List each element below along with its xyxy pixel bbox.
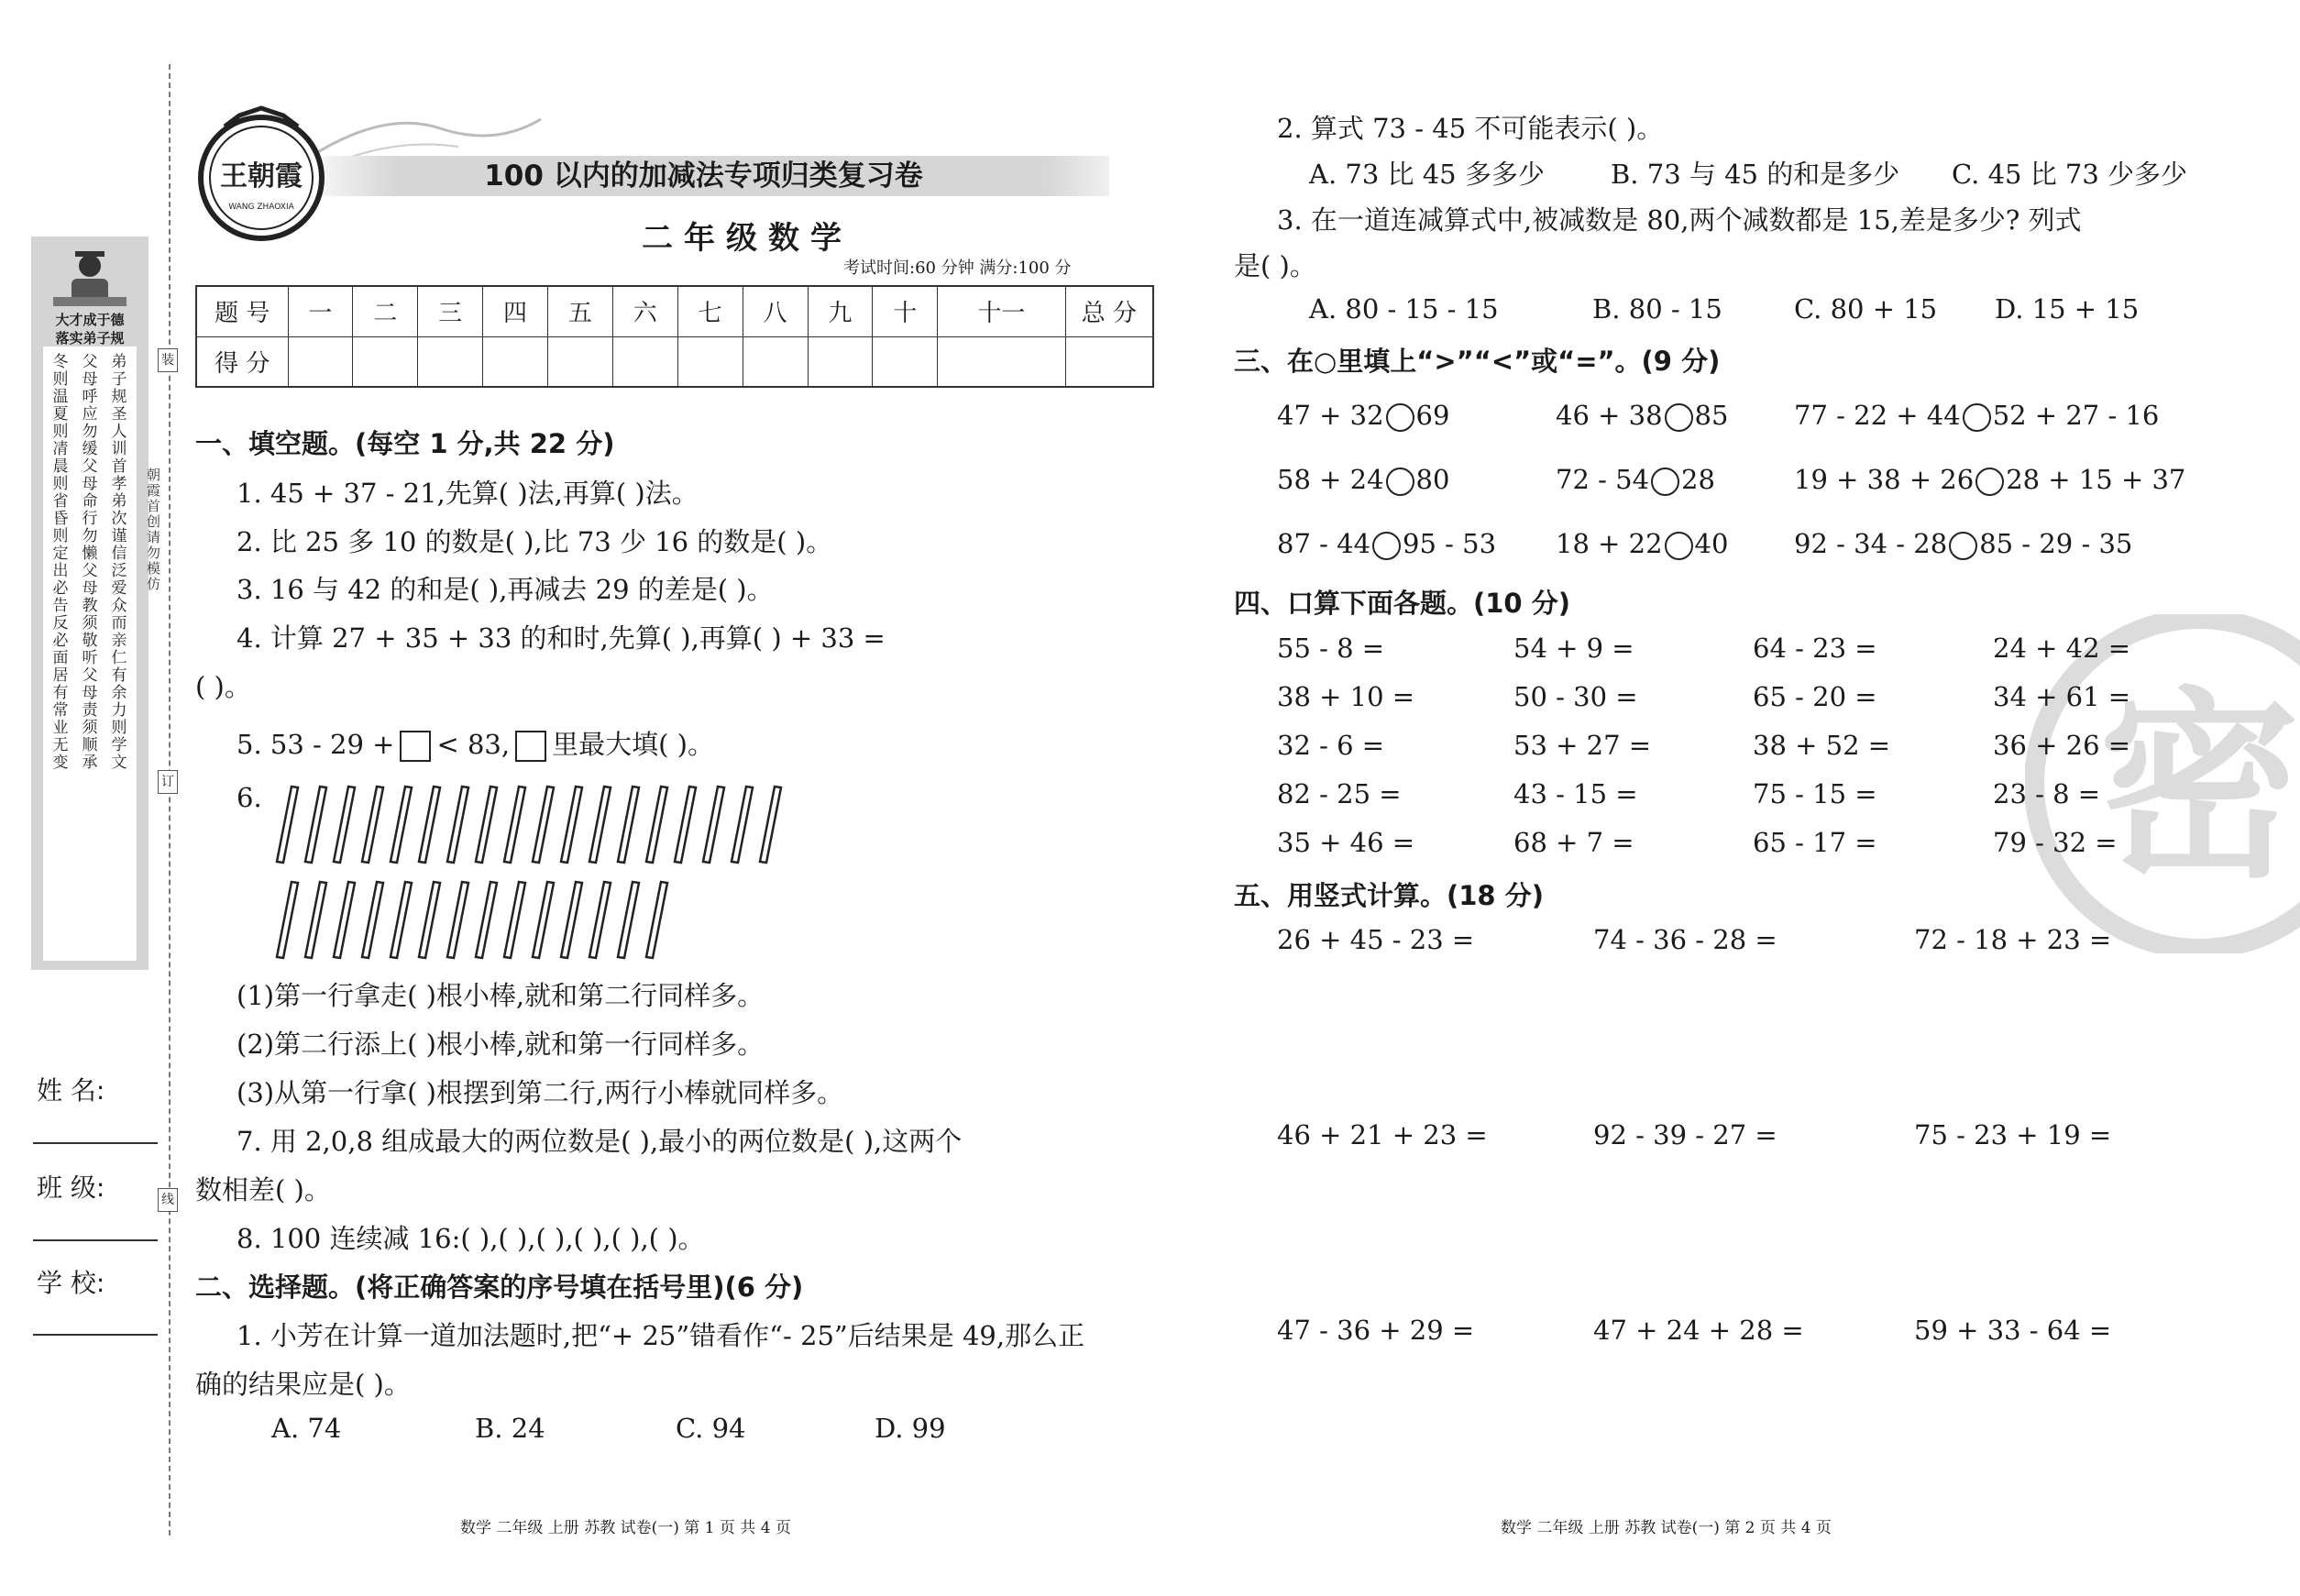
compare-circle[interactable] [1386,468,1414,496]
table-cell: 题 号 [196,286,288,336]
exam-info: 考试时间:60 分钟 满分:100 分 [843,259,1072,278]
section-2-title: 二、选择题。(将正确答案的序号填在括号里)(6 分) [195,1271,804,1303]
table-cell: 四 [483,286,548,336]
table-cell: 得 分 [196,336,288,387]
copyright-vertical: 朝霞首创 请勿模仿 [147,467,161,592]
oral-calc-item: 64 - 23 = [1753,633,1877,664]
question-1-5-suffix: 里最大填( )。 [552,729,714,760]
oral-calc-item: 55 - 8 = [1277,633,1385,664]
compare-right: 28 + 15 + 37 [2006,464,2186,495]
oral-calc-item: 50 - 30 = [1513,681,1638,712]
question-1-4-line2: ( )。 [195,671,251,702]
counting-stick [305,787,326,863]
logo-text: 王朝霞 [220,160,303,193]
question-1-6-1: (1)第一行拿走( )根小棒,就和第二行同样多。 [237,980,765,1011]
compare-left: 46 + 38 [1556,400,1663,431]
question-1-1: 1. 45 + 37 - 21,先算( )法,再算( )法。 [237,478,699,509]
question-1-6-2: (2)第二行添上( )根小棒,就和第一行同样多。 [237,1029,765,1060]
oral-calc-item: 54 + 9 = [1513,633,1634,664]
oral-calc-item: 38 + 52 = [1753,730,1891,761]
counting-stick [561,882,582,958]
counting-stick [646,787,667,863]
oral-calc-item: 35 + 46 = [1277,827,1415,858]
counting-stick [362,882,383,958]
option-2-2-c: C. 45 比 73 少多少 [1952,159,2188,190]
watermark-glyph: 密 [2097,670,2300,905]
motto-column-3: 弟子规 圣人训 首孝弟 次谨信 泛爱众 而亲仁 有余力 则学文 [111,353,127,772]
table-cell: 总 分 [1065,286,1153,336]
scholar-icon [31,244,149,317]
counting-stick [476,787,497,863]
counting-stick [589,787,611,863]
vertical-calc-item: 59 + 33 - 64 = [1914,1315,2112,1346]
motto-line-2: 落实弟子规 [55,330,125,347]
counting-stick [533,787,554,863]
name-field[interactable] [33,1142,158,1144]
compare-right: 28 [1681,464,1715,495]
score-cell[interactable] [612,336,677,387]
vertical-calc-item: 75 - 23 + 19 = [1914,1119,2112,1150]
question-1-7-line1: 7. 用 2,0,8 组成最大的两位数是( ),最小的两位数是( ),这两个 [237,1126,963,1157]
score-table [195,285,1154,388]
compare-left: 77 - 22 + 44 [1794,400,1961,431]
oral-calc-item: 32 - 6 = [1277,730,1385,761]
question-2-1-line2: 确的结果应是( )。 [195,1369,411,1400]
motto-text-box [43,347,137,961]
question-2-2: 2. 算式 73 - 45 不可能表示( )。 [1277,113,1664,144]
section-4-title: 四、口算下面各题。(10 分) [1234,588,1570,619]
score-cell[interactable] [418,336,483,387]
vertical-calc-item: 46 + 21 + 23 = [1277,1119,1488,1150]
table-cell: 七 [677,286,743,336]
compare-right: 85 - 29 - 35 [1979,528,2133,559]
question-2-3-line2: 是( )。 [1234,250,1316,281]
counting-stick [533,882,554,958]
compare-left: 58 + 24 [1277,464,1384,495]
question-2-1-line1: 1. 小芳在计算一道加法题时,把“+ 25”错看作“- 25”后结果是 49,那么正 [237,1320,1085,1351]
question-1-4-line1: 4. 计算 27 + 35 + 33 的和时,先算( ),再算( ) + 33 = [237,622,886,654]
table-cell: 十 [873,286,938,336]
option-2-1-b: B. 24 [475,1413,545,1444]
counting-stick [618,787,639,863]
question-1-2: 2. 比 25 多 10 的数是( ),比 73 少 16 的数是( )。 [237,526,833,557]
score-cell[interactable] [548,336,613,387]
counting-stick [589,882,611,958]
score-cell[interactable] [353,336,418,387]
counting-stick [675,787,696,863]
oral-calc-item: 43 - 15 = [1513,778,1638,809]
compare-right: 85 [1694,400,1729,431]
compare-right: 95 - 53 [1403,528,1497,559]
score-cell[interactable] [938,336,1065,387]
compare-item [1794,464,2185,496]
school-field[interactable] [33,1334,158,1336]
question-1-5-mid: < 83, [436,729,511,760]
compare-circle[interactable] [1651,468,1679,496]
compare-circle[interactable] [1665,403,1693,432]
table-cell: 十一 [938,286,1065,336]
vertical-calc-item: 72 - 18 + 23 = [1914,924,2112,955]
vertical-calc-item: 47 + 24 + 28 = [1593,1315,1804,1346]
vertical-calc-item: 74 - 36 - 28 = [1593,924,1777,955]
compare-item [1556,528,1728,560]
page-footer-1: 数学 二年级 上册 苏教 试卷(一) 第 1 页 共 4 页 [460,1519,791,1537]
compare-left: 47 + 32 [1277,400,1384,431]
question-2-3-line1: 3. 在一道连减算式中,被减数是 80,两个减数都是 15,差是多少? 列式 [1277,204,2082,236]
table-cell: 九 [808,286,873,336]
subject-title: 二年级数学 [642,220,853,257]
counting-stick [447,882,468,958]
question-1-3: 3. 16 与 42 的和是( ),再减去 29 的差是( )。 [237,574,774,605]
compare-left: 19 + 38 + 26 [1794,464,1975,495]
question-1-5-prefix: 5. 53 - 29 + [237,729,395,760]
question-1-6-3: (3)从第一行拿( )根摆到第二行,两行小棒就同样多。 [237,1077,844,1108]
motto-column-1: 冬则温 夏则凊 晨则省 昏则定 出必告 反必面 居有常 业无变 [52,353,69,772]
page-footer-2: 数学 二年级 上册 苏教 试卷(一) 第 2 页 共 4 页 [1501,1519,1832,1537]
compare-right: 52 + 27 - 16 [1992,400,2160,431]
table-cell: 三 [418,286,483,336]
counting-stick [504,787,525,863]
oral-calc-item: 79 - 32 = [1993,827,2118,858]
compare-circle[interactable] [1963,403,1991,432]
compare-circle[interactable] [1665,532,1693,560]
class-label: 班 级: [37,1172,105,1203]
question-1-7-line2: 数相差( )。 [195,1174,331,1205]
compare-item [1794,400,2159,432]
vertical-calc-item: 92 - 39 - 27 = [1593,1119,1777,1150]
seam-mark-1: 装 [158,348,178,372]
compare-item [1556,464,1715,496]
counting-stick [561,787,582,863]
counting-stick [277,787,298,863]
section-1-title: 一、填空题。(每空 1 分,共 22 分) [195,428,615,459]
option-2-3-d: D. 15 + 15 [1995,293,2140,325]
counting-stick [277,882,298,958]
motto-panel [31,237,149,970]
oral-calc-item: 34 + 61 = [1993,681,2131,712]
compare-item [1277,528,1496,560]
option-2-3-b: B. 80 - 15 [1592,293,1722,325]
compare-circle[interactable] [1386,403,1414,432]
counting-stick [362,787,383,863]
table-cell: 二 [353,286,418,336]
oral-calc-item: 53 + 27 = [1513,730,1652,761]
counting-stick [419,787,440,863]
option-2-1-a: A. 74 [271,1413,342,1444]
counting-stick [476,882,497,958]
oral-calc-item: 65 - 20 = [1753,681,1877,712]
oral-calc-item: 36 + 26 = [1993,730,2131,761]
counting-stick [334,787,355,863]
table-cell: 八 [743,286,808,336]
seam-mark-2: 订 [158,770,178,794]
oral-calc-item: 23 - 8 = [1993,778,2101,809]
counting-stick [419,882,440,958]
motto-column-2: 父母呼 应勿缓 父母命 行勿懒 父母教 须敬听 父母责 须顺承 [82,353,98,772]
score-cell[interactable] [483,336,548,387]
score-table-header-row [196,286,1153,336]
option-2-3-a: A. 80 - 15 - 15 [1309,293,1499,325]
compare-left: 72 - 54 [1556,464,1650,495]
counting-stick [703,787,724,863]
compare-item [1794,528,2132,560]
score-cell[interactable] [743,336,808,387]
option-2-1-c: C. 94 [676,1413,746,1444]
answer-box[interactable] [400,731,431,762]
vertical-calc-item: 47 - 36 + 29 = [1277,1315,1475,1346]
section-3-title: 三、在○里填上“>”“<”或“=”。(9 分) [1234,346,1721,377]
compare-item [1277,400,1449,432]
option-2-2-b: B. 73 与 45 的和是多少 [1611,159,1900,190]
compare-right: 80 [1415,464,1450,495]
option-2-2-a: A. 73 比 45 多多少 [1309,159,1545,190]
section-5-title: 五、用竖式计算。(18 分) [1234,880,1544,911]
compare-left: 92 - 34 - 28 [1794,528,1948,559]
score-cell[interactable] [873,336,938,387]
oral-calc-item: 82 - 25 = [1277,778,1402,809]
compare-circle[interactable] [1949,532,1977,560]
question-1-5 [237,724,714,762]
answer-box-ref [515,731,546,762]
counting-stick [760,787,781,863]
oral-calc-item: 68 + 7 = [1513,827,1634,858]
logo-subtext: WANG ZHAOXIA [228,203,294,212]
option-2-3-c: C. 80 + 15 [1794,293,1938,325]
table-cell: 一 [288,286,353,336]
score-cell[interactable] [1065,336,1153,387]
counting-stick [618,882,639,958]
vertical-calc-item: 26 + 45 - 23 = [1277,924,1475,955]
counting-stick [732,787,753,863]
compare-item [1556,400,1728,432]
compare-circle[interactable] [1975,468,2004,496]
class-field[interactable] [33,1239,158,1241]
counting-stick [334,882,355,958]
oral-calc-item: 75 - 15 = [1753,778,1877,809]
score-table-score-row [196,336,1153,387]
compare-circle[interactable] [1372,532,1401,560]
seam-mark-3: 线 [158,1188,178,1212]
score-cell[interactable] [288,336,353,387]
option-2-1-d: D. 99 [875,1413,946,1444]
question-1-8: 8. 100 连续减 16:( ),( ),( ),( ),( ),( )。 [237,1223,705,1254]
motto-line-1: 大才成于德 [55,312,125,328]
counting-stick [305,882,326,958]
fold-line [169,64,171,1535]
table-cell: 六 [612,286,677,336]
name-label: 姓 名: [37,1075,105,1106]
question-1-6-label: 6. [237,782,262,813]
brand-logo [188,101,335,248]
counting-stick [504,882,525,958]
compare-item [1277,464,1449,496]
compare-right: 69 [1415,400,1450,431]
counting-stick [646,882,667,958]
counting-stick [447,787,468,863]
oral-calc-item: 38 + 10 = [1277,681,1415,712]
counting-stick [391,882,412,958]
compare-left: 18 + 22 [1556,528,1663,559]
oral-calc-item: 65 - 17 = [1753,827,1877,858]
score-cell[interactable] [677,336,743,387]
counting-stick [391,787,412,863]
oral-calc-item: 24 + 42 = [1993,633,2131,664]
compare-right: 40 [1694,528,1729,559]
paper-title: 100 以内的加减法专项归类复习卷 [484,160,923,193]
score-cell[interactable] [808,336,873,387]
table-cell: 五 [548,286,613,336]
school-label: 学 校: [37,1268,105,1298]
compare-left: 87 - 44 [1277,528,1371,559]
